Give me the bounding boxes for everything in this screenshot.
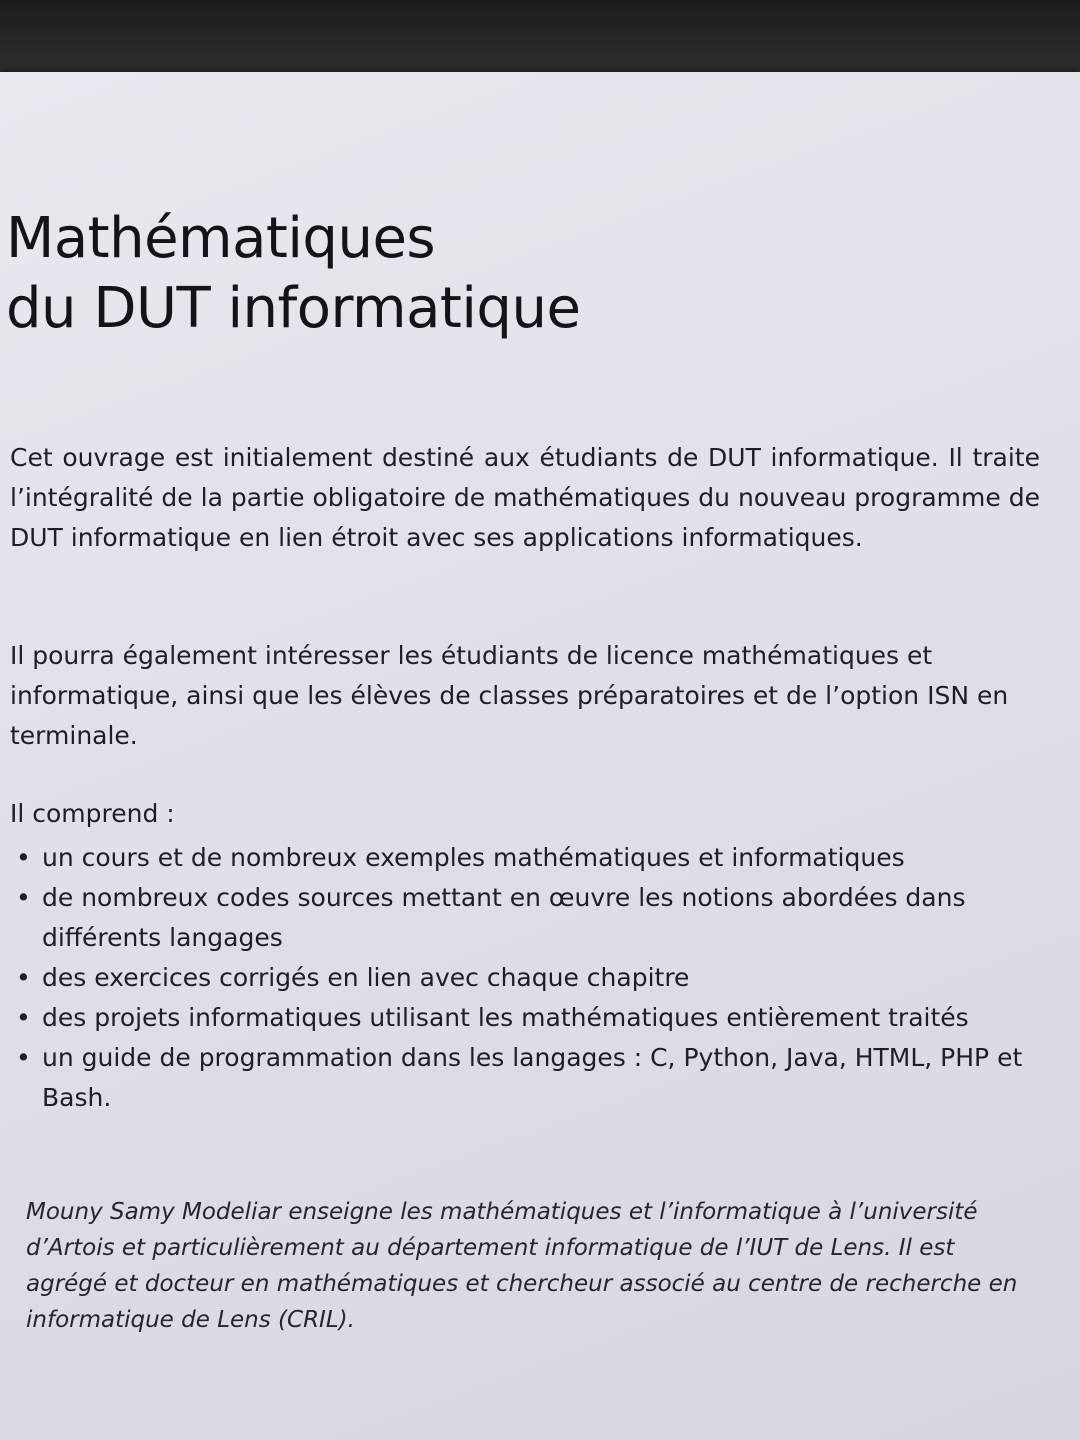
bullet-icon: • [16, 843, 31, 872]
contents-intro: Il comprend : [10, 799, 175, 828]
bullet-icon: • [16, 883, 31, 912]
list-item-text: des exercices corrigés en lien avec chaque chapitre [42, 963, 690, 992]
bullet-icon: • [16, 1003, 31, 1032]
list-item [14, 998, 1038, 1038]
contents-list [14, 838, 1038, 1118]
list-item [14, 838, 1038, 878]
bullet-icon: • [16, 1043, 31, 1072]
list-item [14, 958, 1038, 998]
dark-background [0, 0, 1080, 80]
title-line-2: du DUT informatique [6, 276, 581, 341]
list-item [14, 1038, 1038, 1118]
bullet-icon: • [16, 963, 31, 992]
description-paragraph-1: Cet ouvrage est initialement destiné aux étudiants de DUT informatique. Il traite l’intégralité de la partie obligatoire de mathématiques du nouveau programme de DUT informatique en lien étroit avec ses applications informatiques. [10, 443, 1040, 552]
title-line-1: Mathématiques [6, 206, 436, 271]
book-title [6, 204, 580, 344]
book-back-cover [0, 72, 1080, 1440]
list-item-text: des projets informatiques utilisant les mathématiques entièrement traités [42, 1003, 969, 1032]
list-item [14, 878, 1038, 958]
description-paragraph-2: Il pourra également intéresser les étudiants de licence mathématiques et informatique, ainsi que les élèves de classes préparatoires et de l’option ISN en terminale. [10, 641, 1009, 750]
list-item-text: un cours et de nombreux exemples mathématiques et informatiques [42, 843, 905, 872]
author-bio: Mouny Samy Modeliar enseigne les mathématiques et l’informatique à l’université d’Artois et particulièrement au département informatique de l’IUT de Lens. Il est agrégé et docteur en mathématiques et chercheur associé au centre de recherche en informatique de Lens (CRIL). [26, 1199, 1018, 1333]
list-item-text: de nombreux codes sources mettant en œuvre les notions abordées dans différents langages [42, 883, 966, 952]
list-item-text: un guide de programmation dans les langages : C, Python, Java, HTML, PHP et Bash. [42, 1043, 1023, 1112]
